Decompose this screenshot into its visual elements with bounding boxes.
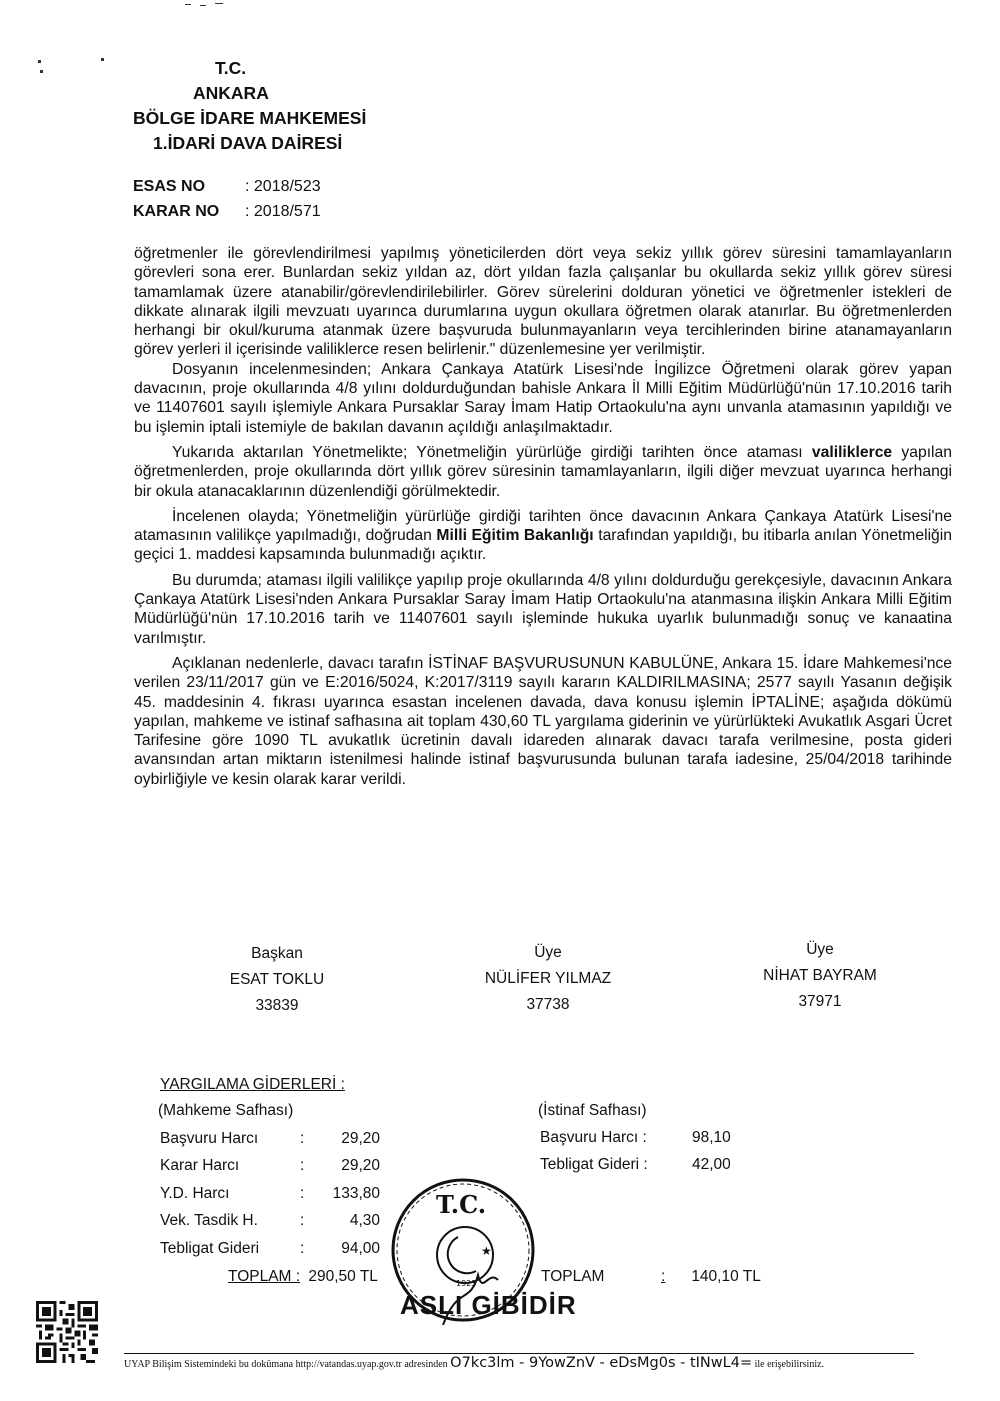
decision-body bbox=[134, 244, 952, 789]
paragraph-2: Dosyanın incelenmesinden; Ankara Çankaya Atatürk Lisesi'nde İngilizce Öğretmeni olarak görev yapan davacının, proje okullarında 4/8 yılını doldurduğundan bahisle Ankara İl Milli Eğitim Müdürlüğü'nün 17.10.2016 tarih ve 11407601 sayılı işlemiyle Ankara Pursaklar Saray İmam Hatip Ortaokulu'na aynı unvanla atamasının yapıldığı ve bu işlemin iptali istemiyle de bakılan davanın açıldığı anlaşılmaktadır. bbox=[134, 360, 952, 436]
sig-role: Üye bbox=[534, 944, 562, 961]
court-header bbox=[133, 56, 433, 156]
karar-row bbox=[133, 199, 321, 224]
header-chamber: 1.İDARİ DAVA DAİRESİ bbox=[153, 133, 343, 153]
header-city: ANKARA bbox=[193, 83, 269, 103]
appeal-cost-row: Tebligat Gideri : 42,00 bbox=[540, 1156, 731, 1173]
svg-text:★: ★ bbox=[481, 1244, 492, 1258]
appeal-stage-label: (İstinaf Safhası) bbox=[538, 1102, 647, 1119]
cost-row: Karar Harcı : 29,20 bbox=[160, 1157, 380, 1174]
sig-name: NİHAT BAYRAM bbox=[763, 967, 877, 984]
sig-number: 33839 bbox=[255, 997, 299, 1014]
scan-speck bbox=[215, 3, 223, 4]
footer-prefix: UYAP Bilişim Sistemindeki bu dokümana http://vatandas.uyap.gov.tr adresinden bbox=[124, 1359, 448, 1370]
appeal-total-label: TOPLAM bbox=[541, 1268, 605, 1285]
appeal-cost-row: Başvuru Harcı : 98,10 bbox=[540, 1129, 731, 1146]
scan-speck bbox=[200, 5, 206, 6]
signature-chair bbox=[177, 941, 377, 1019]
karar-value: : 2018/571 bbox=[245, 203, 321, 220]
header-court: BÖLGE İDARE MAHKEMESİ bbox=[133, 108, 367, 128]
header-tc: T.C. bbox=[215, 58, 247, 78]
esas-row bbox=[133, 174, 321, 199]
signature-member-2 bbox=[720, 937, 920, 1015]
paragraph-1: öğretmenler ile görevlendirilmesi yapılmış yöneticilerden dört veya sekiz yıllık görev süresini tamamlayanların görevleri sona erer. Bunlardan sekiz yıldan az, dört yıldan fazla çalışanlar bu okullarda sekiz yıllık görev süresi tamamlamak üzere atanabilir/görevlendirilebilirler. Görev sürelerini dolduran yönetici ve öğretmenler istekleri de dikkate alınarak ilgili mevzuatı uyarınca durumlarına uygun okullara öğretmen olarak atanırlar. Bu öğretmenlerden herhangi bir okul/kuruma atanmak üzere başvuruda bulunmayanların veya tercihlerinden birine atanamayanların görev yerleri il içerisinde valiliklerce resen belirlenir." düzenlemesine yer verilmiştir. bbox=[134, 245, 952, 359]
appeal-total-value: 140,10 TL bbox=[691, 1268, 761, 1285]
bold-ministry: Milli Eğitim Bakanlığı bbox=[436, 527, 594, 545]
footer-rule bbox=[124, 1353, 914, 1354]
esas-value: : 2018/523 bbox=[245, 178, 321, 195]
paragraph-3: Yukarıda aktarılan Yönetmelikte; Yönetmeliğin yürürlüğe girdiği tarihten önce ataması valiliklerce yapılan öğretmenlerden, proje okullarında dört yıllık görev süresinin tamamlayanların, ilgili diğer mevzuat uyarınca herhangi bir okula atanacaklarının düzenlendiği görülmektedir. bbox=[134, 443, 952, 500]
scan-speck bbox=[40, 70, 43, 73]
svg-text:1923: 1923 bbox=[456, 1279, 477, 1288]
sig-name: NÜLİFER YILMAZ bbox=[484, 970, 612, 987]
scan-speck bbox=[101, 58, 104, 61]
scan-speck bbox=[38, 60, 41, 63]
svg-text:T.C.: T.C. bbox=[436, 1190, 487, 1219]
sig-name: ESAT TOKLU bbox=[229, 971, 325, 988]
court-stage-label: (Mahkeme Safhası) bbox=[158, 1102, 294, 1119]
paragraph-4: İncelenen olayda; Yönetmeliğin yürürlüğe girdiği tarihten önce davacının Ankara Çankaya Atatürk Lisesi'ne atamasının valilikçe yapılmadığı, doğrudan Milli Eğitim Bakanlığı tarafından yapıldığı, bu itibarla anılan Yönetmeliğin geçici 1. maddesi kapsamında bulunmadığı açıktır. bbox=[134, 507, 952, 564]
sig-number: 37738 bbox=[526, 996, 570, 1013]
qr-code-icon bbox=[36, 1301, 98, 1363]
court-total-label: TOPLAM : bbox=[228, 1268, 301, 1285]
scan-speck bbox=[185, 4, 191, 5]
cost-row: Tebligat Gideri : 94,00 bbox=[160, 1240, 380, 1257]
stamp-caption: ASLI GİBİDİR bbox=[400, 1290, 577, 1320]
case-numbers bbox=[133, 174, 321, 224]
esas-label: ESAS NO bbox=[133, 178, 206, 195]
appeal-total-row: TOPLAM : 140,10 TL bbox=[541, 1263, 761, 1290]
bold-valiliklerce: valiliklerce bbox=[811, 443, 893, 461]
qr-code bbox=[36, 1301, 98, 1363]
sig-role: Üye bbox=[806, 941, 834, 958]
cost-row: Başvuru Harcı : 29,20 bbox=[160, 1130, 380, 1147]
cost-row: Vek. Tasdik H. : 4,30 bbox=[160, 1212, 380, 1229]
footer bbox=[124, 1355, 824, 1371]
court-total-row bbox=[228, 1263, 378, 1290]
sig-role: Başkan bbox=[251, 945, 303, 962]
footer-suffix: ile erişebilirsiniz. bbox=[754, 1359, 825, 1370]
paragraph-5: Bu durumda; ataması ilgili valilikçe yapılıp proje okullarında 4/8 yılını doldurduğu gerekçesiyle, davacının Ankara Çankaya Atatürk Lisesi'nden Ankara Pursaklar Saray İmam Hatip Ortaokulu'na atanmasına ilişkin Ankara Milli Eğitim Müdürlüğü'nün 17.10.2016 tarih ve 11407601 sayılı işleminde hukuka uyarlık bulunmadığı sonuç ve kanaatina varılmıştır. bbox=[134, 571, 952, 647]
costs-title: YARGILAMA GİDERLERİ : bbox=[160, 1076, 345, 1093]
verification-code: O7kc3lm - 9YowZnV - eDsMg0s - tINwL4= bbox=[450, 1355, 753, 1371]
court-total-value: 290,50 TL bbox=[308, 1268, 378, 1285]
sig-number: 37971 bbox=[798, 993, 842, 1010]
paragraph-6: Açıklanan nedenlerle, davacı tarafın İSTİNAF BAŞVURUSUNUN KABULÜNE, Ankara 15. İdare Mahkemesi'nce verilen 23/11/2017 gün ve E:2016/5024, K:2017/3119 sayılı kararın KALDIRILMASINA; 2577 sayılı Yasanın değişik 45. maddesinin 4. fıkrası uyarınca esastan incelenen davada, dava konusu işlemin İPTALİNE; aşağıda dökümü yapılan, mahkeme ve istinaf safhasına ait toplam 430,60 TL yargılama giderinin ve yürürlükteki Avukatlık Asgari Ücret Tarifesine göre 1090 TL avukatlık ücretinin davalı idareden alınarak davacı tarafa verilmesine, posta gideri avansından artan miktarın istenilmesi halinde istinaf başvurusunda bulunan tarafa iadesine, 25/04/2018 tarihinde oybirliğiyle ve kesin olarak karar verildi. bbox=[134, 654, 952, 788]
signature-member-1 bbox=[448, 940, 648, 1018]
cost-row: Y.D. Harcı : 133,80 bbox=[160, 1185, 380, 1202]
karar-label: KARAR NO bbox=[133, 203, 220, 220]
